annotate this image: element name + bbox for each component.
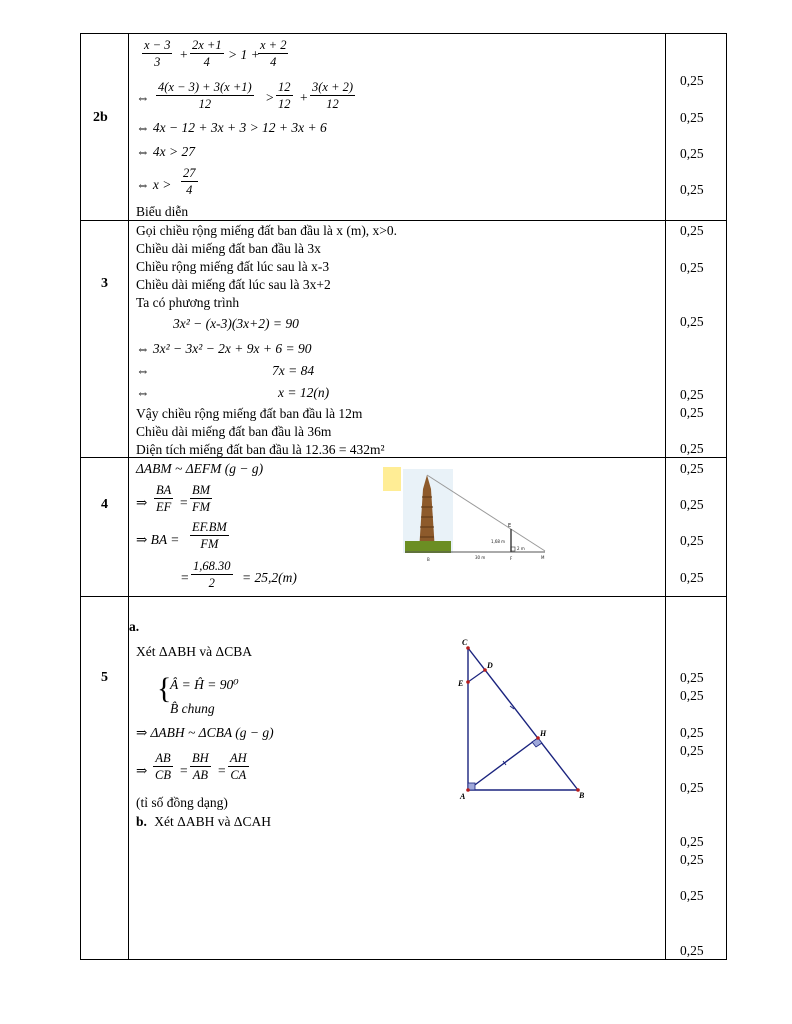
system-line: Â = Ĥ = 90⁰ bbox=[170, 677, 239, 692]
text-line: Ta có phương trình bbox=[136, 295, 240, 310]
fraction bbox=[190, 38, 224, 69]
denominator: FM bbox=[192, 500, 211, 514]
row-label-3: 3 bbox=[101, 276, 108, 291]
consider-statement: Xét ΔABH và ΔCBA bbox=[136, 644, 252, 659]
label-d: D bbox=[487, 661, 493, 670]
score: 0,25 bbox=[680, 852, 704, 867]
denominator: 3 bbox=[154, 55, 161, 69]
numerator: 12 bbox=[278, 80, 291, 94]
operator: > 1 + bbox=[228, 47, 260, 62]
fraction bbox=[228, 751, 249, 782]
equiv-arrow: ⇔ bbox=[136, 385, 150, 400]
score: 0,25 bbox=[680, 943, 704, 958]
numerator: x − 3 bbox=[144, 38, 171, 52]
col-divider-label bbox=[128, 33, 129, 960]
part-a-label: a. bbox=[129, 619, 140, 634]
col-divider-score bbox=[665, 33, 666, 960]
numerator: 27 bbox=[183, 166, 196, 180]
score: 0,25 bbox=[680, 110, 704, 125]
point-label-f: F bbox=[510, 556, 513, 561]
score: 0,25 bbox=[680, 497, 704, 512]
denominator: CA bbox=[230, 768, 247, 782]
denominator: 4 bbox=[186, 183, 193, 197]
score: 0,25 bbox=[680, 888, 704, 903]
denominator: EF bbox=[156, 500, 172, 514]
numerator: AH bbox=[230, 751, 247, 765]
operator: = bbox=[180, 763, 188, 778]
score: 0,25 bbox=[680, 743, 704, 758]
implies-arrow: ⇒ bbox=[136, 763, 148, 778]
formula-prefix: ⇒ BA = bbox=[136, 532, 180, 547]
col-border-right bbox=[726, 33, 727, 960]
system-brace: { bbox=[157, 672, 172, 705]
numerator: 4(x − 3) + 3(x +1) bbox=[158, 80, 252, 94]
row-divider-5 bbox=[80, 596, 727, 597]
label-e: E bbox=[458, 679, 464, 688]
numerator: EF.BM bbox=[192, 520, 227, 534]
operator: = bbox=[181, 570, 189, 585]
conclusion-line: Diện tích miếng đất ban đầu là 12.36 = 432m² bbox=[136, 442, 385, 457]
system-line: B̂ chung bbox=[170, 701, 215, 716]
fraction bbox=[153, 751, 173, 782]
denominator: 12 bbox=[278, 97, 291, 111]
fraction bbox=[156, 80, 254, 111]
equation: 3x² − (x-3)(3x+2) = 90 bbox=[173, 316, 299, 331]
row-divider-4 bbox=[80, 457, 727, 458]
operator: > bbox=[266, 90, 274, 105]
fraction bbox=[142, 38, 172, 69]
row-label-4: 4 bbox=[101, 497, 108, 512]
eq-2b-line3: ⇔ 4x − 12 + 3x + 3 > 12 + 3x + 6 bbox=[136, 120, 327, 135]
represent-label: Biểu diễn bbox=[136, 204, 189, 219]
denominator: 12 bbox=[198, 97, 212, 111]
consider-statement: Xét ΔABH và ΔCAH bbox=[150, 814, 271, 829]
equiv-arrow: ⇔ bbox=[136, 90, 150, 105]
row-label-5: 5 bbox=[101, 670, 108, 685]
numerator: BA bbox=[156, 483, 172, 497]
numerator: BH bbox=[192, 751, 209, 765]
denominator: 2 bbox=[208, 576, 215, 590]
point-label-e: E bbox=[508, 523, 512, 529]
stick-height-label: 1,68 m bbox=[491, 539, 506, 544]
score: 0,25 bbox=[680, 223, 704, 238]
denominator: 12 bbox=[326, 97, 339, 111]
col-border-left bbox=[80, 33, 81, 960]
score: 0,25 bbox=[680, 146, 704, 161]
label-h: H bbox=[540, 729, 547, 738]
similarity-statement: ΔABM ~ ΔEFM (g − g) bbox=[136, 461, 264, 476]
table-border-bottom bbox=[80, 959, 727, 960]
score: 0,25 bbox=[680, 688, 704, 703]
equiv-arrow: ⇔ bbox=[136, 363, 150, 378]
numerator: x + 2 bbox=[260, 38, 287, 52]
text-line: Chiều rộng miếng đất lúc sau là x-3 bbox=[136, 259, 330, 274]
equation: x = 12(n) bbox=[278, 385, 330, 400]
conclusion-line: Chiều dài miếng đất ban đầu là 36m bbox=[136, 424, 332, 439]
fraction bbox=[154, 483, 173, 514]
equation: ⇔ 3x² − 3x² − 2x + 9x + 6 = 90 bbox=[136, 341, 312, 356]
sun-glow bbox=[383, 467, 401, 491]
text-line: Chiều dài miếng đất ban đầu là 3x bbox=[136, 241, 321, 256]
triangle-figure bbox=[455, 636, 595, 806]
ratio-note: (tỉ số đồng dạng) bbox=[136, 795, 228, 810]
label-c: C bbox=[462, 638, 468, 647]
fraction bbox=[190, 520, 229, 551]
numerator: 2x +1 bbox=[192, 38, 222, 52]
tower-shadow-figure bbox=[383, 467, 553, 565]
label-a: A bbox=[460, 792, 466, 801]
numerator: BM bbox=[192, 483, 211, 497]
denominator: 4 bbox=[203, 55, 210, 69]
label-b: B bbox=[579, 791, 585, 800]
altitude-ah bbox=[468, 738, 538, 790]
eq-2b-line4: ⇔ 4x > 27 bbox=[136, 144, 195, 159]
denominator: AB bbox=[192, 768, 208, 782]
operator: + bbox=[180, 47, 188, 62]
row-divider-3 bbox=[80, 220, 727, 221]
conclusion-line: Vậy chiều rộng miếng đất ban đầu là 12m bbox=[136, 406, 363, 421]
score: 0,25 bbox=[680, 441, 704, 456]
part-b-label: b. bbox=[136, 814, 147, 829]
table-border-top bbox=[80, 33, 727, 34]
numerator: 3(x + 2) bbox=[312, 80, 354, 94]
part-b bbox=[136, 813, 271, 831]
row-label-2b: 2b bbox=[93, 110, 108, 125]
implies-arrow: ⇒ bbox=[136, 495, 148, 510]
score: 0,25 bbox=[680, 570, 704, 585]
point-a bbox=[466, 788, 470, 792]
fraction bbox=[191, 559, 233, 590]
score: 0,25 bbox=[680, 314, 704, 329]
segment-ed bbox=[468, 670, 485, 682]
numerator: 1,68.30 bbox=[193, 559, 231, 573]
score: 0,25 bbox=[680, 834, 704, 849]
score: 0,25 bbox=[680, 182, 704, 197]
operator: + bbox=[300, 90, 308, 105]
score: 0,25 bbox=[680, 73, 704, 88]
score: 0,25 bbox=[680, 405, 704, 420]
operator: = bbox=[218, 763, 226, 778]
similarity-statement: ⇒ ΔABH ~ ΔCBA (g − g) bbox=[136, 725, 274, 740]
score: 0,25 bbox=[680, 670, 704, 685]
score: 0,25 bbox=[680, 260, 704, 275]
score: 0,25 bbox=[680, 387, 704, 402]
fraction bbox=[181, 166, 198, 197]
score: 0,25 bbox=[680, 533, 704, 548]
denominator: FM bbox=[200, 537, 219, 551]
fm-length-label: 2 m bbox=[517, 546, 525, 551]
point-label-b: B bbox=[427, 557, 430, 562]
denominator: 4 bbox=[270, 55, 277, 69]
bf-length-label: 30 m bbox=[475, 555, 486, 560]
text-line: Chiều dài miếng đất lúc sau là 3x+2 bbox=[136, 277, 331, 292]
point-e bbox=[466, 680, 470, 684]
score: 0,25 bbox=[680, 725, 704, 740]
score: 0,25 bbox=[680, 461, 704, 476]
text-line: Gọi chiều rộng miếng đất ban đầu là x (m), x>0. bbox=[136, 223, 398, 238]
fraction bbox=[190, 483, 212, 514]
fraction bbox=[276, 80, 293, 111]
operator: = bbox=[180, 495, 188, 510]
result-value: = 25,2(m) bbox=[242, 570, 297, 585]
denominator: CB bbox=[155, 768, 171, 782]
fraction bbox=[310, 80, 355, 111]
foliage bbox=[405, 541, 451, 553]
equiv-prefix: ⇔ x > bbox=[136, 177, 172, 192]
numerator: AB bbox=[155, 751, 171, 765]
point-label-m: M bbox=[541, 555, 545, 560]
fraction bbox=[190, 751, 211, 782]
fraction bbox=[258, 38, 288, 69]
score: 0,25 bbox=[680, 780, 704, 795]
equation: 7x = 84 bbox=[272, 363, 315, 378]
